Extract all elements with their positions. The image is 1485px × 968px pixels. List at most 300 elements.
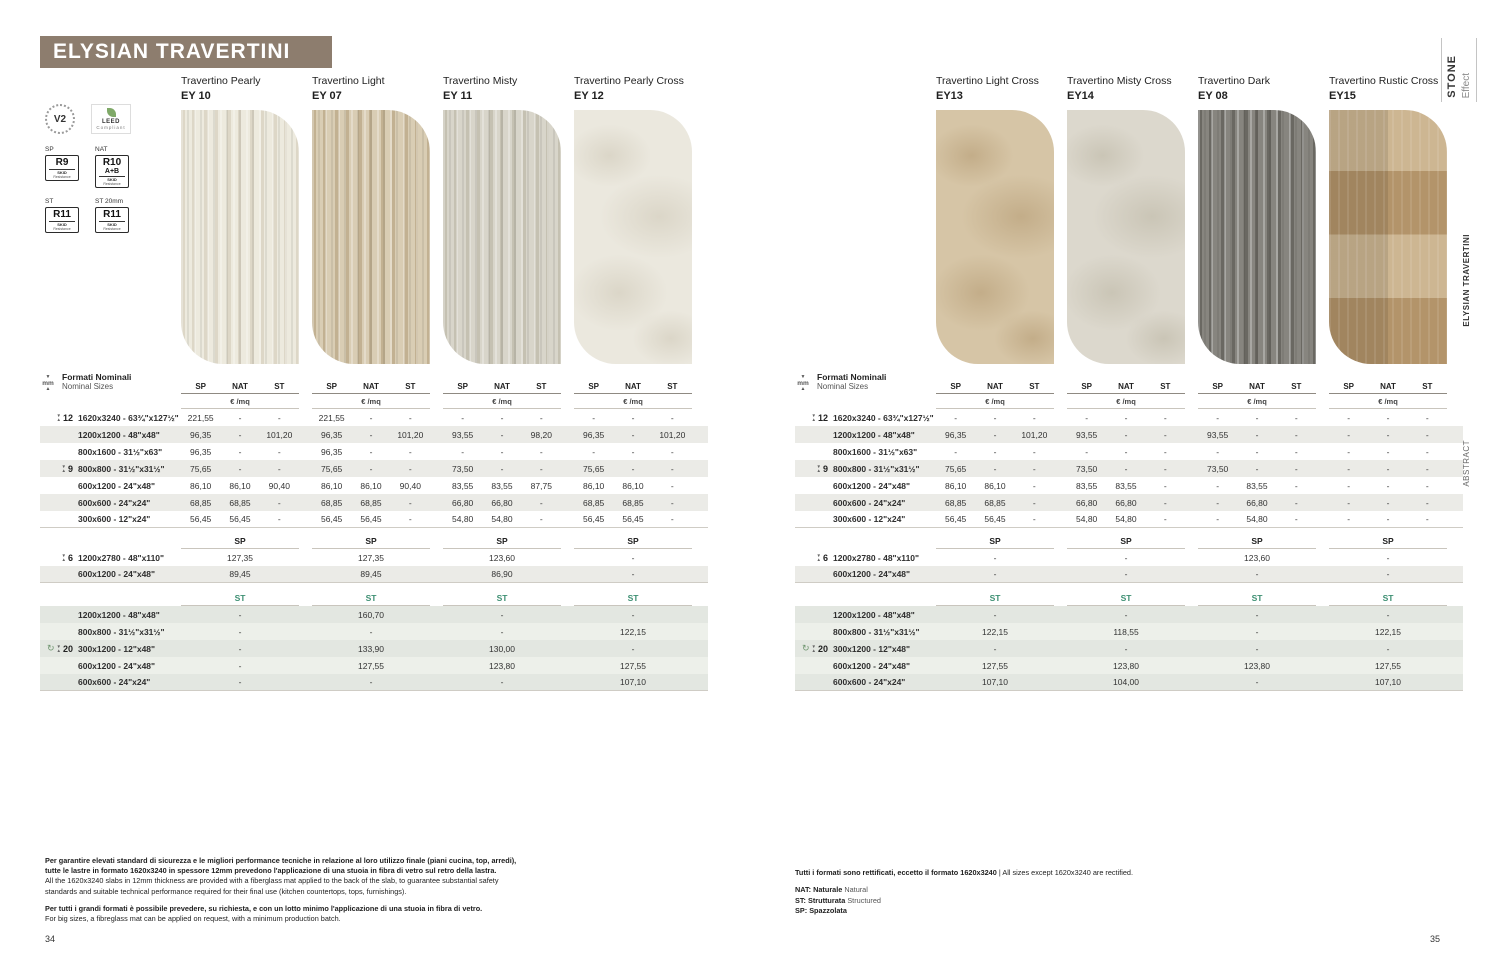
thickness-value: 20: [817, 643, 828, 654]
section-label: ST: [627, 592, 639, 603]
price-cell: 86,10: [360, 480, 382, 491]
price-group: [1329, 413, 1447, 423]
price-group: [1198, 498, 1316, 508]
section-label: SP: [989, 535, 1001, 546]
price-cell: -: [277, 497, 281, 508]
finish-header: ST: [274, 382, 285, 391]
arrow-down-icon: ▼: [800, 374, 806, 380]
price-unit-group: [936, 394, 1054, 409]
price-cell: -: [993, 643, 997, 654]
price-group: [1198, 553, 1316, 563]
size-label: 300x1200 - 12"x48": [78, 643, 156, 654]
footnote-it-1: Per garantire elevati standard di sicurezza e le migliori performance tecniche in relazione al loro utilizzo finale (piani cucina, top, arredi), tutte le lastre in formato 1620x3240 in spessore 12mm prevedono l'applicazione di una stuoia in fibra di vetro sul retro della lastra.: [45, 856, 517, 876]
price-group: [1329, 569, 1447, 579]
product-swatch: [443, 110, 561, 364]
price-cell: 83,55: [452, 480, 474, 491]
price-group: [181, 644, 299, 654]
thickness-scale-icon: [817, 554, 821, 562]
product-code: EY 07: [312, 89, 342, 102]
price-group: [181, 447, 299, 457]
price-cell: -: [238, 446, 242, 457]
arrow-up-icon: ▲: [61, 467, 66, 473]
price-cell: 96,35: [321, 429, 343, 440]
thickness-value: 6: [822, 552, 828, 563]
price-cell: -: [993, 446, 997, 457]
price-group: [1198, 644, 1316, 654]
price-cell: 73,50: [1076, 463, 1098, 474]
price-cell: -: [1124, 446, 1128, 457]
price-cell: 118,55: [1113, 626, 1139, 637]
price-cell: -: [539, 412, 543, 423]
thickness-scale-icon: [57, 414, 61, 422]
size-label: 1200x2780 - 48"x110": [833, 552, 920, 563]
product-name: Travertino Pearly Cross: [574, 75, 684, 87]
section-label: SP: [1251, 535, 1263, 546]
product-code: EY13: [936, 89, 963, 102]
price-cell: -: [1294, 463, 1298, 474]
legend-nat: [795, 885, 1225, 896]
price-group: [443, 447, 561, 457]
table-row: [40, 494, 708, 511]
section-header-group: [312, 533, 430, 549]
price-group: [1198, 464, 1316, 474]
footnote-en-1: All the 1620x3240 slabs in 12mm thickness are provided with a fiberglass mat applied to the back of the slab, to guarantee substantial safety standards and suitable technical performance required for their final use (kitchen countertops, tops, furnishings).: [45, 876, 499, 896]
price-cell: -: [1425, 412, 1429, 423]
arrow-down-icon: ▼: [45, 374, 51, 380]
size-cell: [795, 460, 936, 477]
product-swatch: [1067, 110, 1185, 364]
price-cell: -: [1255, 429, 1259, 440]
price-group: [181, 514, 299, 524]
price-unit: € /mq: [623, 396, 643, 406]
price-cell: -: [670, 463, 674, 474]
price-cell: -: [1216, 514, 1220, 524]
price-cell: -: [1347, 412, 1351, 423]
price-cell: -: [1347, 429, 1351, 440]
price-group: [1329, 553, 1447, 563]
price-cell: -: [1124, 412, 1128, 423]
price-cell: -: [408, 412, 412, 423]
section-header-group: [1198, 533, 1316, 549]
price-cell: 123,80: [1113, 660, 1139, 671]
price-cell: 127,55: [982, 660, 1008, 671]
thickness-scale-icon: [62, 554, 66, 562]
price-cell: 73,50: [452, 463, 474, 474]
price-cell: -: [1294, 514, 1298, 524]
product: [312, 76, 430, 364]
product-swatch: [574, 110, 692, 364]
price-group: [1067, 677, 1185, 687]
price-cell: -: [1347, 446, 1351, 457]
section-header-group: [1329, 533, 1447, 549]
size-cell: [40, 511, 181, 527]
price-group: [574, 481, 692, 491]
price-group: [1329, 677, 1447, 687]
table-row: [795, 443, 1463, 460]
price-cell: -: [1255, 463, 1259, 474]
size-cell: [40, 674, 181, 690]
size-cell: [40, 549, 181, 566]
price-group: [312, 430, 430, 440]
price-cell: -: [1386, 609, 1390, 620]
price-group: [1329, 464, 1447, 474]
price-cell: 96,35: [190, 446, 212, 457]
price-cell: 101,20: [397, 429, 424, 440]
price-group: [1329, 447, 1447, 457]
price-cell: 101,20: [1021, 429, 1048, 440]
price-group: [181, 481, 299, 491]
finish-header-group: [443, 382, 561, 394]
table-row: [795, 426, 1463, 443]
price-cell: 123,60: [489, 552, 515, 563]
price-cell: -: [539, 514, 543, 524]
price-cell: 56,45: [984, 514, 1006, 524]
price-group: [1067, 661, 1185, 671]
product-swatch: [1329, 110, 1447, 364]
section-label: ST: [234, 592, 246, 603]
price-group: [181, 413, 299, 423]
size-cell: [795, 640, 936, 657]
price-cell: 127,55: [358, 660, 384, 671]
thickness-marker: [795, 413, 833, 423]
size-cell: [40, 606, 181, 623]
arrow-up-icon: ▲: [800, 386, 806, 392]
price-group: [936, 498, 1054, 508]
price-cell: -: [1163, 446, 1167, 457]
price-group: [574, 413, 692, 423]
price-cell: -: [369, 463, 373, 474]
section-label: ST: [1120, 592, 1132, 603]
price-group: [312, 413, 430, 423]
rectified-it: Tutti i formati sono rettificati, eccetto il formato 1620x3240: [795, 868, 997, 877]
price-group: [181, 464, 299, 474]
section-header-group: [443, 533, 561, 549]
price-cell: -: [277, 514, 281, 524]
thickness-value: 12: [817, 412, 828, 423]
price-cell: -: [1085, 446, 1089, 457]
size-cell: [40, 494, 181, 511]
thickness-marker: [795, 644, 833, 654]
price-cell: -: [670, 514, 674, 524]
price-cell: 93,55: [452, 429, 474, 440]
section-header-row: [40, 533, 708, 549]
price-cell: -: [670, 497, 674, 508]
product: [443, 76, 561, 364]
price-cell: -: [1124, 429, 1128, 440]
price-group: [936, 464, 1054, 474]
skid-rating: R11: [103, 209, 121, 220]
collection-side-label: ELYSIAN TRAVERTINI: [1462, 234, 1471, 327]
thickness-marker: [40, 464, 78, 474]
price-cell: 93,55: [1207, 429, 1229, 440]
price-cell: -: [631, 463, 635, 474]
price-cell: -: [1085, 412, 1089, 423]
table-row: [795, 549, 1463, 566]
price-cell: 104,00: [1113, 677, 1139, 687]
price-cell: -: [277, 412, 281, 423]
section-label: SP: [496, 535, 508, 546]
price-cell: -: [631, 412, 635, 423]
price-cell: 56,45: [583, 514, 605, 524]
size-cell: [795, 409, 936, 426]
leed-label: LEED: [101, 119, 120, 125]
product-code: EY14: [1067, 89, 1094, 102]
size-label: 800x1600 - 31½"x63": [78, 446, 163, 457]
section-header-group: [1067, 590, 1185, 606]
price-cell: -: [238, 677, 242, 687]
table-row: [40, 606, 708, 623]
thickness-value: 6: [67, 552, 73, 563]
thickness-value: 9: [822, 463, 828, 474]
price-cell: -: [1216, 480, 1220, 491]
thickness-marker: [40, 644, 78, 654]
arrow-down-icon: ▼: [816, 552, 821, 558]
legend-nat-it: NAT: Naturale: [795, 885, 843, 895]
price-cell: -: [1124, 569, 1128, 579]
price-cell: 75,65: [190, 463, 212, 474]
product: [574, 76, 692, 364]
price-group: [312, 610, 430, 620]
price-cell: -: [1032, 480, 1036, 491]
section-header-group: [181, 590, 299, 606]
price-cell: -: [1032, 514, 1036, 524]
price-cell: -: [954, 446, 958, 457]
finish-label: ST: [45, 198, 54, 205]
price-group: [1067, 627, 1185, 637]
price-cell: 68,85: [984, 497, 1006, 508]
size-cell: [795, 566, 936, 582]
price-cell: 127,35: [227, 552, 253, 563]
arrow-up-icon: ▲: [811, 647, 816, 653]
price-cell: 68,85: [229, 497, 251, 508]
price-cell: 221,55: [318, 412, 345, 423]
table-row: [40, 657, 708, 674]
table-row: [795, 566, 1463, 583]
price-group: [181, 569, 299, 579]
price-cell: -: [408, 446, 412, 457]
price-cell: 107,10: [620, 677, 646, 687]
footnote-rectified: [795, 868, 1225, 878]
price-cell: -: [631, 609, 635, 620]
table-row: [795, 657, 1463, 674]
size-cell: [795, 606, 936, 623]
price-cell: -: [1386, 552, 1390, 563]
price-group: [1067, 553, 1185, 563]
price-group: [1198, 430, 1316, 440]
table-row: [795, 674, 1463, 691]
price-cell: 75,65: [583, 463, 605, 474]
price-cell: -: [1163, 463, 1167, 474]
recycle-icon: ↻: [46, 643, 55, 653]
size-label: 600x600 - 24"x24": [833, 497, 906, 508]
price-cell: -: [408, 497, 412, 508]
price-cell: -: [1163, 480, 1167, 491]
price-cell: -: [1386, 569, 1390, 579]
price-group: [312, 661, 430, 671]
price-group: [1329, 627, 1447, 637]
mm-scale-icon: [40, 375, 56, 392]
price-cell: 83,55: [1076, 480, 1098, 491]
price-cell: -: [1425, 446, 1429, 457]
size-label: 300x600 - 12"x24": [833, 514, 906, 524]
catalog-page-right: [795, 0, 1485, 968]
price-group: [181, 610, 299, 620]
section-header-group: [574, 590, 692, 606]
price-cell: -: [1294, 480, 1298, 491]
price-cell: 133,90: [358, 643, 384, 654]
section-label: SP: [365, 535, 377, 546]
nominal-sizes-header: [40, 362, 181, 394]
price-cell: 54,80: [1246, 514, 1268, 524]
price-cell: 90,40: [268, 480, 290, 491]
table-row: [795, 477, 1463, 494]
price-group: [1067, 481, 1185, 491]
price-group: [936, 481, 1054, 491]
table-row: [795, 409, 1463, 426]
price-cell: -: [1216, 497, 1220, 508]
table-row: [795, 640, 1463, 657]
section-header-group: [1198, 590, 1316, 606]
size-label: 600x600 - 24"x24": [833, 677, 906, 687]
arrow-up-icon: ▲: [56, 416, 61, 422]
price-unit-group: [1198, 394, 1316, 409]
price-cell: 68,85: [190, 497, 212, 508]
price-group: [1329, 610, 1447, 620]
price-cell: -: [369, 429, 373, 440]
price-table: [40, 362, 708, 691]
finish-header: ST: [1422, 382, 1433, 391]
price-cell: -: [1386, 497, 1390, 508]
price-cell: -: [1294, 446, 1298, 457]
price-cell: -: [539, 497, 543, 508]
thickness-marker: [40, 553, 78, 563]
arrow-up-icon: ▲: [56, 647, 61, 653]
size-label: 600x1200 - 24"x48": [78, 569, 156, 579]
price-cell: 54,80: [491, 514, 513, 524]
price-group: [574, 430, 692, 440]
price-group: [1067, 464, 1185, 474]
price-group: [312, 644, 430, 654]
price-cell: 54,80: [1115, 514, 1137, 524]
price-cell: -: [631, 552, 635, 563]
table-row: [795, 623, 1463, 640]
price-cell: 160,70: [358, 609, 384, 620]
size-label: 800x800 - 31½"x31½": [833, 626, 920, 637]
price-group: [443, 661, 561, 671]
table-row: [40, 549, 708, 566]
price-group: [443, 514, 561, 524]
price-cell: -: [1032, 497, 1036, 508]
price-group: [443, 464, 561, 474]
product: [936, 76, 1054, 364]
price-cell: -: [993, 463, 997, 474]
product-name: Travertino Misty Cross: [1067, 75, 1172, 87]
size-label: 1620x3240 - 63¾"x127½": [78, 412, 179, 423]
finish-header: NAT: [625, 382, 641, 391]
price-group: [443, 569, 561, 579]
price-cell: -: [1386, 463, 1390, 474]
category-side-label: ABSTRACT: [1462, 440, 1471, 487]
price-cell: 68,85: [945, 497, 967, 508]
price-cell: -: [1124, 609, 1128, 620]
section-label: SP: [1382, 535, 1394, 546]
finish-header: SP: [1212, 382, 1223, 391]
arrow-down-icon: ▼: [61, 552, 66, 558]
skid-rating: R11: [53, 209, 71, 220]
formats-title-en: Nominal Sizes: [817, 382, 869, 392]
price-cell: -: [1386, 480, 1390, 491]
skid-caption: SKID: [99, 176, 125, 182]
section-header-group: [1067, 533, 1185, 549]
price-group: [1329, 481, 1447, 491]
price-cell: -: [1255, 569, 1259, 579]
arrow-up-icon: ▲: [45, 386, 51, 392]
price-cell: -: [500, 463, 504, 474]
price-unit-group: [443, 394, 561, 409]
price-group: [936, 553, 1054, 563]
table-row: [795, 494, 1463, 511]
product: [1329, 76, 1447, 364]
price-cell: 98,20: [530, 429, 552, 440]
product-name: Travertino Rustic Cross: [1329, 75, 1439, 87]
price-cell: -: [1216, 412, 1220, 423]
price-cell: -: [592, 446, 596, 457]
recycle-icon: ↻: [801, 643, 810, 653]
price-group: [936, 610, 1054, 620]
price-unit: € /mq: [985, 396, 1005, 406]
skid-caption: SKID: [99, 221, 125, 227]
price-group: [936, 627, 1054, 637]
price-cell: 68,85: [622, 497, 644, 508]
finish-header: SP: [195, 382, 206, 391]
price-cell: 89,45: [360, 569, 382, 579]
formats-title: [62, 372, 131, 392]
price-cell: -: [500, 429, 504, 440]
price-group: [1067, 447, 1185, 457]
arrow-down-icon: ▼: [811, 643, 816, 649]
price-table: [795, 362, 1463, 691]
product-code: EY 12: [574, 89, 604, 102]
price-group: [1198, 627, 1316, 637]
price-group: [574, 447, 692, 457]
thickness-value: 9: [67, 463, 73, 474]
finish-header: SP: [1343, 382, 1354, 391]
price-group: [574, 514, 692, 524]
price-unit: € /mq: [230, 396, 250, 406]
price-cell: -: [369, 412, 373, 423]
finish-header: NAT: [1118, 382, 1134, 391]
price-cell: -: [500, 412, 504, 423]
section-header-group: [936, 590, 1054, 606]
price-unit-group: [1067, 394, 1185, 409]
price-group: [1067, 610, 1185, 620]
size-cell: [40, 623, 181, 640]
price-cell: 96,35: [190, 429, 212, 440]
price-group: [1198, 610, 1316, 620]
price-group: [936, 677, 1054, 687]
price-group: [312, 447, 430, 457]
price-group: [443, 610, 561, 620]
product-swatch: [312, 110, 430, 364]
price-cell: -: [631, 569, 635, 579]
price-cell: -: [1386, 514, 1390, 524]
legend-st-en: Structured: [847, 895, 881, 905]
formats-title-it: Formati Nominali: [817, 372, 887, 383]
price-cell: 75,65: [321, 463, 343, 474]
price-cell: 66,80: [1076, 497, 1098, 508]
price-cell: 73,50: [1207, 463, 1229, 474]
price-cell: -: [500, 609, 504, 620]
